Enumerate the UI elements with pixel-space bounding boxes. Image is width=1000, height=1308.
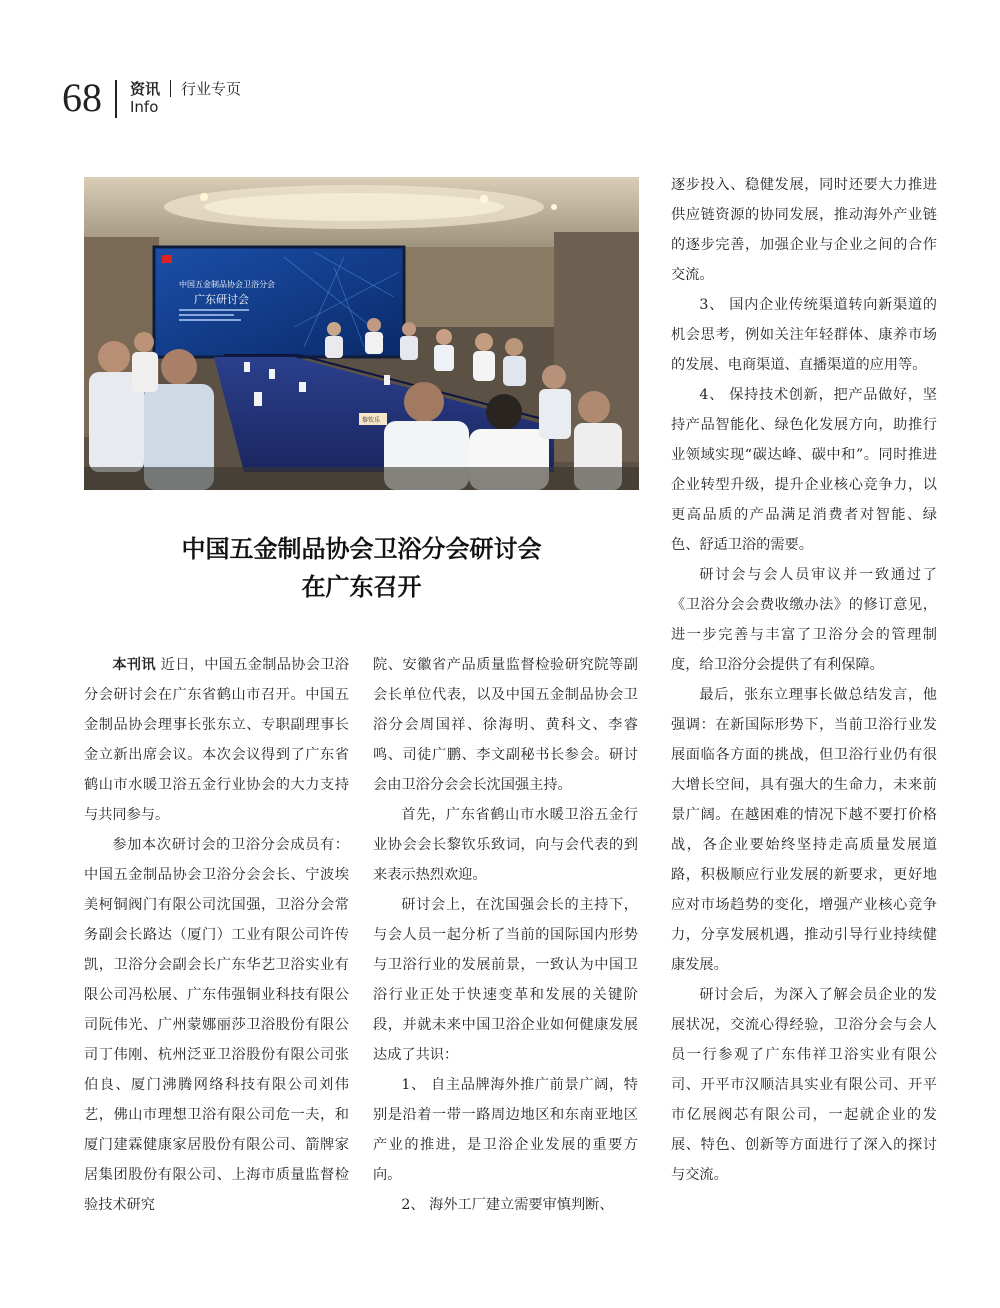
paragraph-text: 近日，中国五金制品协会卫浴分会研讨会在广东省鹤山市召开。中国五金制品协会理事长张东立、专职副理事长金立新出席会议。本次会议得到了广东省鹤山市水暖卫浴五金行业协会的大力支持与共同参与。 bbox=[84, 657, 349, 823]
paragraph: 3、 国内企业传统渠道转向新渠道的机会思考，例如关注年轻群体、康养市场的发展、电商渠道、直播渠道的应用等。 bbox=[671, 297, 937, 373]
paragraph: 4、 保持技术创新，把产品做好，坚持产品智能化、绿色化发展方向，助推行业领域实现“碳达峰、碳中和”。同时推进企业转型升级，提升企业核心竞争力，以更高品质的产品满足消费者对智能、绿色、舒适卫浴的需要。 bbox=[671, 387, 937, 553]
section-label: 资讯 bbox=[130, 80, 161, 98]
page-number: 68 bbox=[62, 75, 102, 120]
paragraph: 首先，广东省鹤山市水暖卫浴五金行业协会会长黎钦乐致词，向与会代表的到来表示热烈欢迎。 bbox=[373, 807, 638, 883]
paragraph bbox=[84, 650, 349, 830]
text-column-2 bbox=[373, 650, 638, 1220]
photo-placard: 黎钦乐 bbox=[362, 417, 381, 424]
photo-screen-line-1: 中国五金制品协会卫浴分会 bbox=[179, 280, 275, 289]
paragraph: 参加本次研讨会的卫浴分会成员有：中国五金制品协会卫浴分会会长、宁波埃美柯铜阀门有限公司沈国强，卫浴分会常务副会长路达（厦门）工业有限公司许传凯，卫浴分会副会长广东华艺卫浴实业有限公司冯松展、广东伟强铜业科技有限公司阮伟光、广州蒙娜丽莎卫浴股份有限公司丁伟刚、杭州泛亚卫浴股份有限公司张伯良、厦门沸腾网络科技有限公司刘伟艺，佛山市理想卫浴有限公司危一夫，和厦门建霖健康家居股份有限公司、箭牌家居集团股份有限公司、上海市质量监督检验技术研究 bbox=[84, 837, 349, 1213]
meeting-photo bbox=[84, 177, 639, 490]
lead-label: 本刊讯 bbox=[112, 657, 156, 673]
paragraph: 1、 自主品牌海外推广前景广阔，特别是沿着一带一路周边地区和东南亚地区产业的推进，是卫浴企业发展的重要方向。 bbox=[373, 1077, 638, 1183]
header-small-divider bbox=[170, 80, 171, 97]
paragraph: 2、 海外工厂建立需要审慎判断、 bbox=[401, 1197, 614, 1213]
subsection-label: 行业专页 bbox=[181, 80, 242, 98]
photo-screen-line-2: 广东研讨会 bbox=[194, 293, 249, 306]
text-column-1 bbox=[84, 650, 349, 1220]
paragraph: 最后，张东立理事长做总结发言，他强调：在新国际形势下，当前卫浴行业发展面临各方面的挑战，但卫浴行业仍有很大增长空间，具有强大的生命力，未来前景广阔。在越困难的情况下越不要打价格战，各企业要始终坚持走高质量发展道路，积极顺应行业发展的新要求，更好地应对市场趋势的变化，增强产业核心竞争力，分享发展机遇，推动引导行业持续健康发展。 bbox=[671, 687, 937, 973]
meeting-photo-illustration bbox=[84, 177, 639, 490]
header-divider bbox=[115, 80, 117, 118]
section-label-en: Info bbox=[130, 98, 159, 116]
paragraph: 院、安徽省产品质量监督检验研究院等副会长单位代表，以及中国五金制品协会卫浴分会周国祥、徐海明、黄科文、李睿鸣、司徒广鹏、李文副秘书长参会。研讨会由卫浴分会会长沈国强主持。 bbox=[373, 657, 638, 793]
article-title-line-2: 在广东召开 bbox=[301, 573, 422, 601]
text-column-3 bbox=[671, 170, 937, 1190]
paragraph: 研讨会上，在沈国强会长的主持下，与会人员一起分析了当前的国际国内形势与卫浴行业的发展前景，一致认为中国卫浴行业正处于快速变革和发展的关键阶段，并就未来中国卫浴企业如何健康发展达成了共识： bbox=[373, 897, 638, 1063]
paragraph: 研讨会与会人员审议并一致通过了《卫浴分会会费收缴办法》的修订意见，进一步完善与丰富了卫浴分会的管理制度，给卫浴分会提供了有利保障。 bbox=[671, 567, 937, 673]
paragraph: 逐步投入、稳健发展，同时还要大力推进供应链资源的协同发展，推动海外产业链的逐步完善，加强企业与企业之间的合作交流。 bbox=[671, 177, 937, 283]
article-title-line-1: 中国五金制品协会卫浴分会研讨会 bbox=[181, 535, 542, 563]
paragraph: 研讨会后，为深入了解会员企业的发展状况，交流心得经验，卫浴分会与会人员一行参观了广东伟祥卫浴实业有限公司、开平市汉顺洁具实业有限公司、开平市亿展阀芯有限公司，一起就企业的发展、特色、创新等方面进行了深入的探讨与交流。 bbox=[671, 987, 937, 1183]
